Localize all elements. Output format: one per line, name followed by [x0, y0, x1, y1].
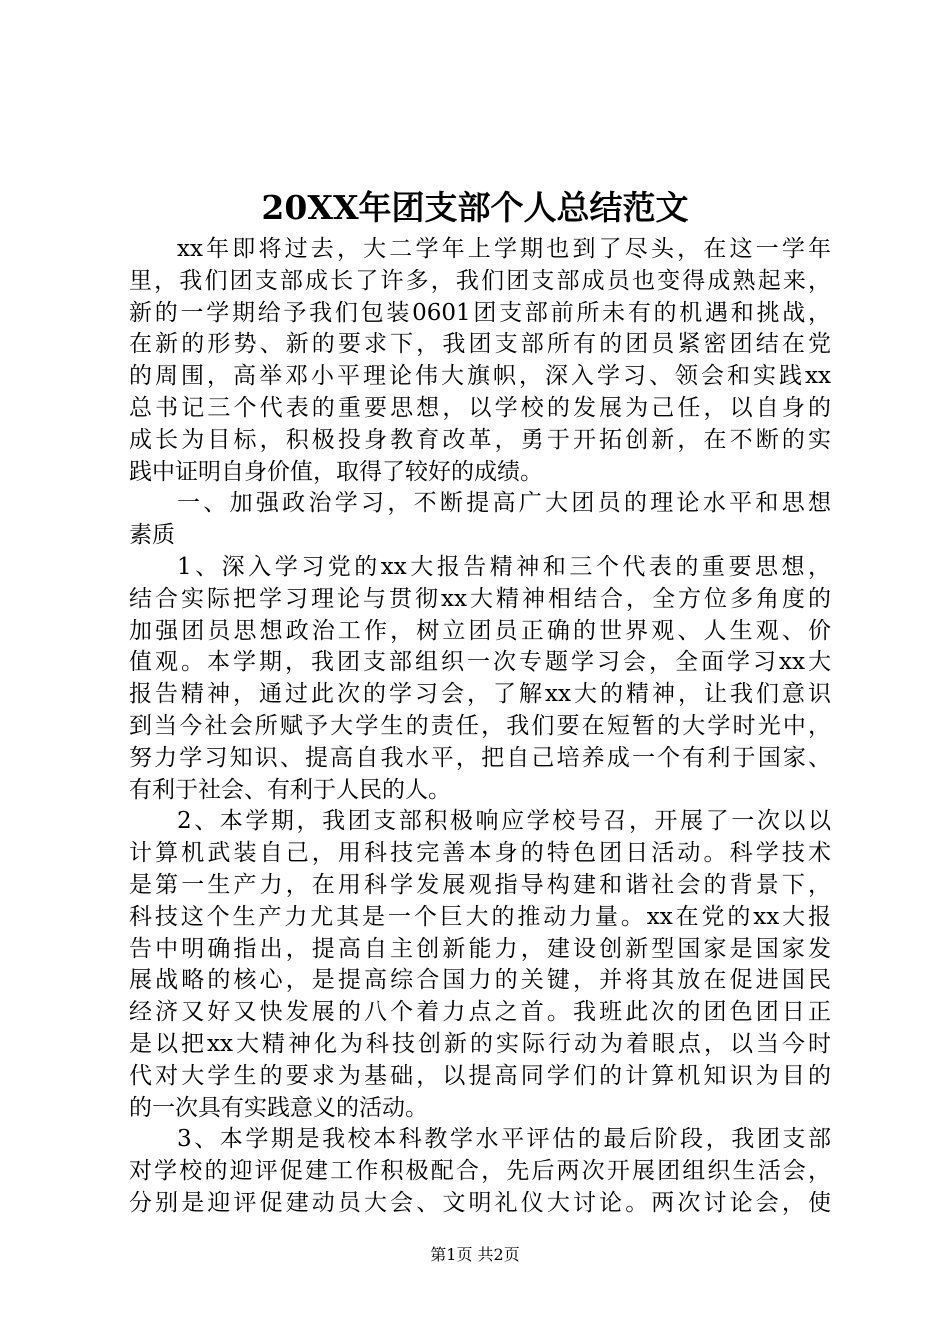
text-line: 计算机武装自己，用科技完善本身的特色团日活动。科学技术 [129, 840, 831, 867]
text-line: 加强团员思想政治工作，树立团员正确的世界观、人生观、价 [129, 617, 831, 644]
text-line: xx年即将过去，大二学年上学期也到了尽头，在这一学年 [177, 236, 831, 262]
text-line: 经济又好又快发展的八个着力点之首。我班此次的团色团日正 [129, 999, 831, 1026]
text-line: 分别是迎评促建动员大会、文明礼仪大讨论。两次讨论会，使 [129, 1189, 831, 1216]
text-line: 值观。本学期，我团支部组织一次专题学习会，全面学习xx大 [129, 649, 831, 676]
document-body [129, 234, 831, 1220]
text-line: 2、本学期，我团支部积极响应学校号召，开展了一次以以 [177, 808, 831, 835]
text-line: 成长为目标，积极投身教育改革，勇于开拓创新，在不断的实 [129, 426, 831, 453]
text-line: 素质 [129, 522, 175, 549]
text-line: 在新的形势、新的要求下，我团支部所有的团员紧密团结在党 [129, 331, 831, 358]
text-line: 是以把xx大精神化为科技创新的实际行动为着眼点，以当今时 [129, 1030, 831, 1057]
text-line: 新的一学期给予我们包装0601团支部前所未有的机遇和挑战， [129, 299, 831, 326]
text-line: 的周围，高举邓小平理论伟大旗帜，深入学习、领会和实践xx [129, 363, 831, 390]
text-line: 里，我们团支部成长了许多，我们团支部成员也变得成熟起来， [129, 267, 831, 294]
text-line: 告中明确指出，提高自主创新能力，建设创新型国家是国家发 [129, 935, 831, 962]
text-line: 科技这个生产力尤其是一个巨大的推动力量。xx在党的xx大报 [129, 903, 831, 930]
text-line: 展战略的核心，是提高综合国力的关键，并将其放在促进国民 [129, 967, 831, 994]
text-line: 有利于社会、有利于人民的人。 [129, 776, 451, 803]
page-footer: 第1页 共2页 [430, 1245, 520, 1264]
text-line: 代对大学生的要求为基础，以提高同学们的计算机知识为目的 [129, 1062, 831, 1089]
text-line: 是第一生产力，在用科学发展观指导构建和谐社会的背景下， [129, 871, 831, 898]
text-line: 一、加强政治学习，不断提高广大团员的理论水平和思想 [177, 490, 831, 517]
text-line: 报告精神，通过此次的学习会，了解xx大的精神，让我们意识 [129, 681, 831, 708]
text-line: 践中证明自身价值，取得了较好的成绩。 [129, 458, 543, 485]
text-line: 1、深入学习党的xx大报告精神和三个代表的重要思想， [177, 553, 831, 580]
text-line: 努力学习知识、提高自我水平，把自己培养成一个有利于国家、 [129, 744, 831, 771]
text-line: 的一次具有实践意义的活动。 [129, 1094, 428, 1121]
text-line: 总书记三个代表的重要思想，以学校的发展为己任，以自身的 [129, 394, 831, 421]
text-line: 3、本学期是我校本科教学水平评估的最后阶段，我团支部 [177, 1126, 831, 1153]
text-line: 对学校的迎评促建工作积极配合，先后两次开展团组织生活会， [129, 1158, 831, 1185]
text-line: 结合实际把学习理论与贯彻xx大精神相结合，全方位多角度的 [129, 585, 831, 612]
text-line: 到当今社会所赋予大学生的责任，我们要在短暂的大学时光中， [129, 712, 831, 739]
document-title: 20XX年团支部个人总结范文 [261, 188, 689, 227]
